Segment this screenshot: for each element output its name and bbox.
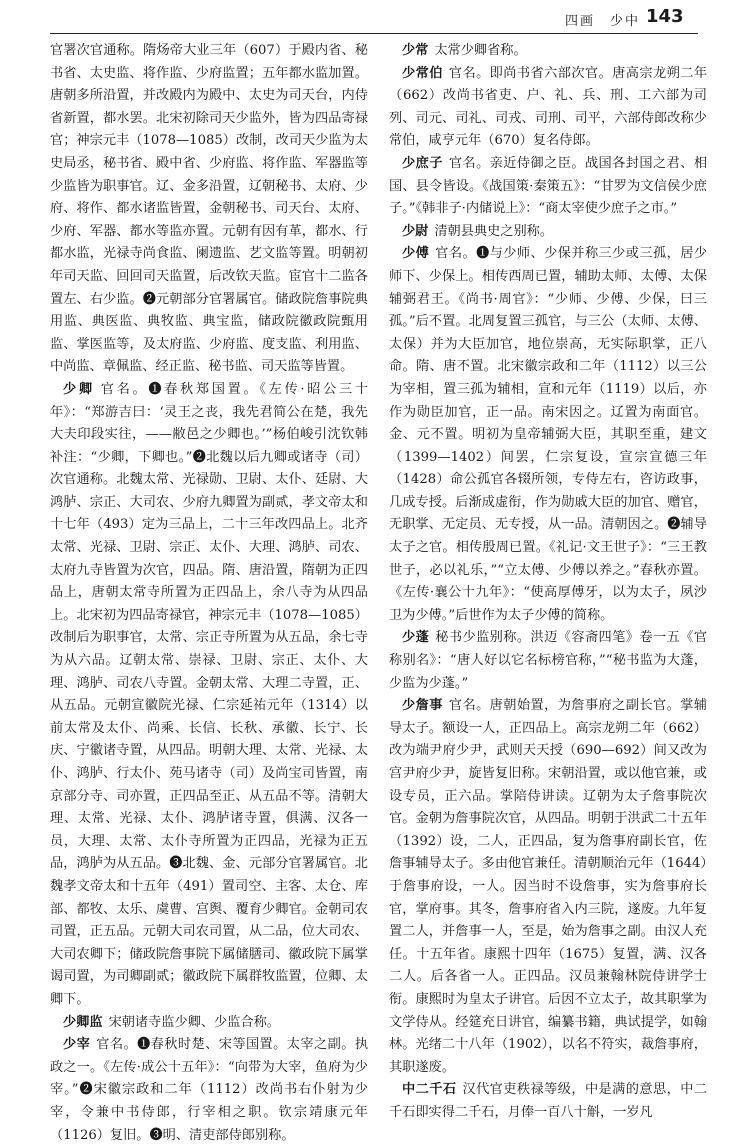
dictionary-entry xyxy=(389,695,707,1079)
left-column xyxy=(50,40,369,1143)
continued-entry-text: 官署次官通称。隋炀帝大业三年（607）于殿内省、秘书省、太史监、将作监、少府监置；五年都水监加置。唐朝多所沿置，并改殿内为殿中、太史为司天台，内侍省新置，都水罢。北宋初除司天少监外，皆为四品寄禄官；神宗元丰（1078—1085）改制，改司天少监为太史局丞，秘书省、殿中省、少府监、将作监、军器监等少监皆为职事官。辽、金多沿置，辽朝秘书、太府、少府、将作、都水诸监皆置，金朝秘书、司天台、太府、少府、军器、都水等监亦置。元朝有因有革，都水、行都水监，光禄寺尚食监、阑遗监、艺文监等置。明朝初年司天监、回回司天监置，后改钦天监。宦官十二监各置左、右少监。❷元朝部分官署属官。储政院詹事院典用监、典医监、典牧监、典宝监，储政院徽政院甄用监、掌医监等，及太府监、少府监、度支监、利用监、中尚监、章佩监、经正监、秘书监、司天监等皆置。 xyxy=(50,43,368,375)
entry-definition: 宋朝诸寺监少卿、少监合称。 xyxy=(108,1014,280,1030)
right-column xyxy=(389,40,708,1120)
entry-definition: 官名。❶春秋郑国置。《左传·昭公三十年》：“郑游吉曰：‘灵王之丧，我先君简公在楚，我先大夫印段实往，——敝邑之少卿也。’”杨伯峻引沈钦韩补注：“少卿，下卿也。”❷北魏以后九卿或诸寺（司）次官通称。北魏太常、光禄勋、卫尉、太仆、廷尉、大鸿胪、宗正、大司农、少府九卿置为副贰，孝文帝太和十七年（493）定为三品上，二十三年改四品上。北齐太常、光禄、卫尉、宗正、太仆、大理、鸿胪、司农、太府九寺皆置为次官，四品。隋、唐沿置，隋朝为正四品上，唐朝太常寺所置为正四品上，余八寺为从四品上。北宋初为四品寄禄官，神宗元丰（1078—1085）改制后为职事官，太常、宗正寺所置为从五品，余七寺为从六品。辽朝太常、崇禄、卫尉、宗正、太仆、大理、鸿胪、司农八寺置。金朝太常、大理二寺置，正、从五品。元朝宣徽院光禄、仁宗延祐元年（1314）以前太常及太仆、尚乘、长信、长秋、承徽、长宁、长庆、宁徽诸寺置，从四品。明朝大理、太常、光禄、太仆、鸿胪、行太仆、苑马诸寺（司）及尚宝司皆置，南京部分寺、司亦置，正四品至正、从五品不等。清朝大理、太常、光禄、太仆、鸿胪诸寺置，俱满、汉各一员，大理、太常、太仆寺所置为正四品，光禄为正五品，鸿胪为从五品。❸北魏、金、元部分官署属官。北魏孝文帝太和十五年（491）置司空、主客、太仓、库部、都牧、太乐、虞曹、宫舆、覆育少卿官。金朝司农司置，正五品。元朝大司农司置，从二品，位大司农、大司农卿下；储政院詹事院下属储膳司、徽政院下属掌谒司置，为司卿副贰；徽政院下属群牧监置，位卿、太卿下。 xyxy=(50,381,369,1007)
entry-definition: 官名。亲近侍御之臣。战国各封国之君、相国、县令皆设。《战国策·秦策五》：“甘罗为文信侯少庶子。”《韩非子·内储说上》：“商太宰使少庶子之市。” xyxy=(389,155,708,217)
entry-definition: 官名。❶与少师、少保并称三少或三孤，居少师下、少保上。相传西周已置，辅助太师、太傅、太保辅弼君王。《尚书·周官》：“少师、少傅、少保，曰三孤。”后不置。北周复置三孤官，与三公（太师、太傅、太保）并为大臣加官，地位崇高，无实际职掌，正八命。隋、唐不置。北宋徽宗政和二年（1112）以三公为宰相，置三孤为辅相，宣和元年（1119）以后，亦作为勋臣加官，正一品。南宋因之。辽置为南面官。金、元不置。明初为皇帝辅弼大臣，其职至重，建文（1399—1402）间罢，仁宗复设，宣宗宣德三年（1428）命公孤官各辍所领，专侍左右，咨访政事，几成专授。后渐成虚衔，作为勋戚大臣的加官、赠官，无职掌、无定员、无专授，从一品。清朝因之。❷辅导太子之官。相传殷周已置。《礼记·文王世子》：“三王教世子，必以礼乐，”“立太傅、少傅以养之。”春秋亦置。《左传·襄公十九年》：“使高厚傅牙，以为太子，夙沙卫为少傅。”后世作为太子少傅的简称。 xyxy=(389,246,708,623)
dictionary-entry xyxy=(50,1012,368,1035)
dictionary-entry xyxy=(389,40,707,63)
entry-headword: 中二千石 xyxy=(402,1082,457,1098)
entry-headword: 少傅 xyxy=(402,246,430,262)
dictionary-entry xyxy=(389,1079,707,1124)
entry-headword: 少蓬 xyxy=(402,630,430,646)
entry-headword: 少卿 xyxy=(63,381,95,397)
entry-headword: 少詹事 xyxy=(402,698,443,714)
entry-headword: 少庶子 xyxy=(402,155,443,171)
dictionary-entry xyxy=(50,379,368,1012)
dictionary-entry xyxy=(389,627,707,695)
entry-headword: 少常 xyxy=(402,43,429,58)
dictionary-entry xyxy=(389,243,707,627)
entry-definition: 太常少卿省称。 xyxy=(434,43,527,58)
header-rule xyxy=(50,33,698,34)
entry-headword: 少卿监 xyxy=(63,1014,103,1030)
entry-definition: 官名。唐朝始置，为詹事府之副长官。掌辅导太子。额设一人，正四品上。高宗龙朔二年（662）改为端尹府少尹，武则天天授（690—692）间又改为宫尹府少尹，旋皆复旧称。宋朝沿置，或以他官兼，或设专员，正六品。掌陪侍讲读。辽朝为太子詹事院次官。金朝为詹事院次官，从四品。明朝于洪武二十五年（1392）设，二人，正四品，复为詹事府副长官，佐詹事辅导太子。多由他官兼任。清朝顺治元年（1644）于詹事府设，一人。因当时不设詹事，实为詹事府长官，掌府事。其冬，詹事府省入内三院，遂废。九年复置二人，并詹事一人，至是，始为詹事之副。由汉人充任。十五年省。康熙十四年（1675）复置，满、汉各二人。后各省一人。正四品。汉员兼翰林院侍讲学士衔。康熙时为皇太子讲官。后因不立太子，故其职掌为文学侍从。经筵充日讲官，编纂书籍，典试提学，如翰林。光绪二十八年（1902），以名不符实，裁詹事府，其职遂废。 xyxy=(389,698,708,1075)
dictionary-entry xyxy=(389,221,707,244)
dictionary-entry xyxy=(389,153,707,221)
page-header xyxy=(0,0,748,34)
dictionary-entry xyxy=(389,63,707,153)
entry-definition: 清朝县典史之别称。 xyxy=(434,223,554,239)
entry-headword: 少常伯 xyxy=(402,65,443,81)
entry-definition: 汉代官吏秩禄等级，中是满的意思，中二千石即实得二千石，月俸一百八十斛，一岁凡 xyxy=(389,1082,708,1120)
running-head-section: 四画 少中 xyxy=(565,14,641,29)
entry-headword: 少尉 xyxy=(402,223,429,239)
page-number: 143 xyxy=(646,6,684,27)
entry-definition: 官名。❶春秋时楚、宋等国置。太宰之副。执政之一。《左传·成公十五年》：“向带为大宰，鱼府为少宰。”❷宋徽宗政和二年（1112）改尚书右仆射为少宰，令兼中书侍郎，行宰相之职。钦宗靖康元年（1126）复旧。❸明、清吏部侍郎别称。 xyxy=(50,1037,369,1143)
entry-definition: 秘书少监别称。洪迈《容斋四笔》卷一五《官称别名》：“唐人好以它名标榜官称，”“秘书监为大蓬，少监为少蓬。” xyxy=(389,630,708,691)
dictionary-entry xyxy=(50,1034,368,1147)
entry-headword: 少宰 xyxy=(63,1037,91,1053)
entry-definition: 官名。即尚书省六部次官。唐高宗龙朔二年（662）改尚书省吏、户、礼、兵、刑、工六部为司列、司元、司礼、司戎、司刑、司平，六部侍郎改称少常伯，咸亨元年（670）复名侍郎。 xyxy=(389,65,708,149)
